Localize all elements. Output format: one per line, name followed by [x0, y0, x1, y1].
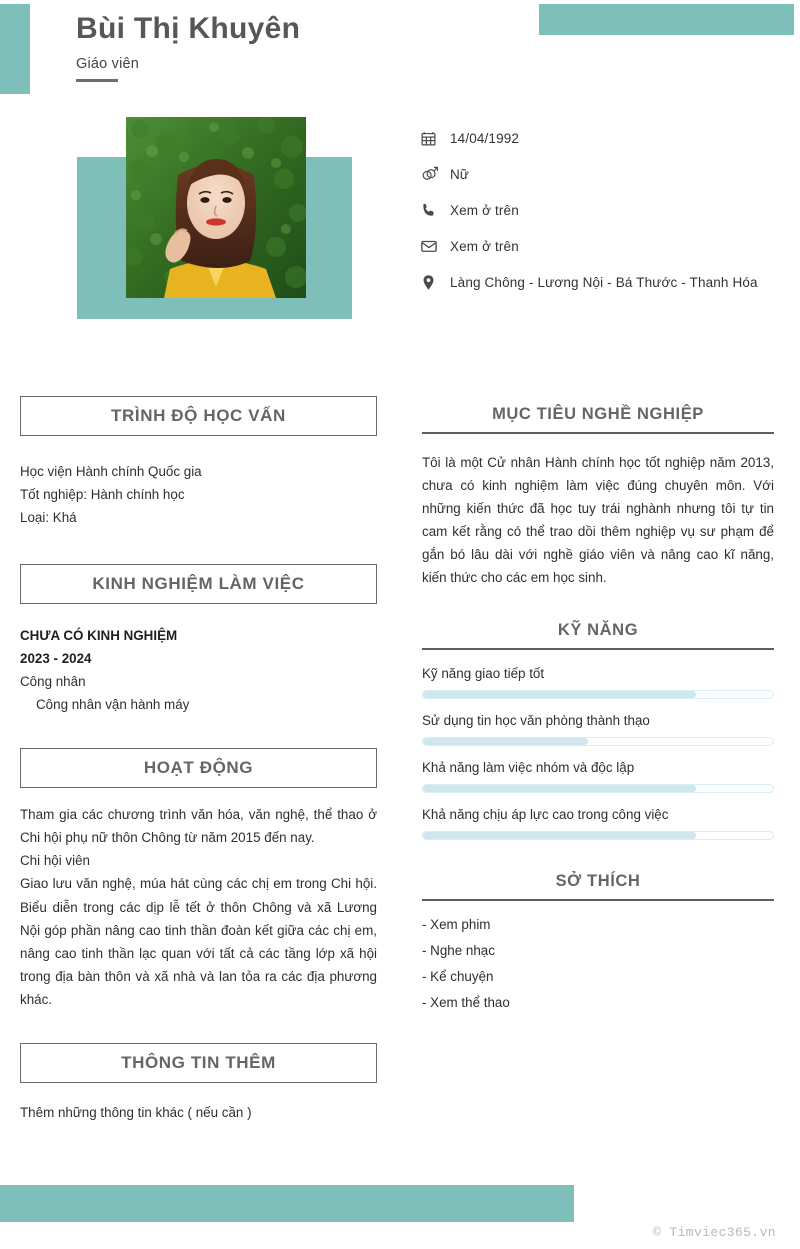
activities-role: Chi hội viên — [20, 853, 90, 869]
gender-value: Nữ — [450, 166, 470, 182]
skill-label: Sử dụng tin học văn phòng thành thạo — [422, 713, 650, 729]
skill-label: Khả năng làm việc nhóm và độc lập — [422, 760, 635, 776]
skill-list — [422, 666, 774, 840]
section-heading-experience: KINH NGHIỆM LÀM VIỆC — [20, 564, 377, 604]
email-value: Xem ở trên — [450, 238, 519, 254]
avatar-image — [126, 117, 306, 298]
skill-item — [422, 807, 774, 840]
skill-progress-fill — [423, 738, 588, 745]
contact-row-gender — [420, 162, 795, 186]
skill-progress-fill — [423, 691, 696, 698]
contact-info-list — [420, 126, 795, 306]
job-title-underline — [76, 79, 118, 82]
extra-info-text: Thêm những thông tin khác ( nếu cần ) — [20, 1104, 252, 1120]
section-heading-skills: KỸ NĂNG — [422, 621, 774, 650]
section-heading-activities: HOẠT ĐỘNG — [20, 748, 377, 788]
experience-body — [20, 624, 377, 716]
skill-progress-bar — [422, 831, 774, 840]
phone-icon — [420, 202, 450, 219]
hobby-item: - Kể chuyện — [422, 969, 494, 985]
contact-row-birthdate — [420, 126, 795, 150]
job-title: Giáo viên — [76, 55, 140, 72]
experience-position: Công nhân — [20, 674, 86, 690]
contact-row-address — [420, 270, 795, 294]
section-activities — [20, 748, 377, 1010]
location-icon — [420, 274, 450, 291]
activities-paragraph-1: Tham gia các chương trình văn hóa, văn nghệ, thể thao ở Chi hội phụ nữ thôn Chông từ năm 2015 đến nay. — [20, 807, 377, 846]
objective-text: Tôi là một Cử nhân Hành chính học tốt nghiệp năm 2013, chưa có kinh nghiệm làm việc đúng chuyên môn. Với những kiến thức đã học tuy trái nghành nhưng tôi tự tin cam kết rằng có thể trao dồi thêm nghiệp vụ sư phạm để gắn bó lâu dài với nghề giáo viên và nâng cao kĩ năng, kiến thức cho các em học sinh. — [422, 455, 774, 586]
section-heading-objective: MỤC TIÊU NGHỀ NGHIỆP — [422, 405, 774, 434]
left-column — [20, 396, 377, 1124]
section-experience — [20, 564, 377, 716]
section-objective — [422, 405, 774, 589]
skill-label: Kỹ năng giao tiếp tốt — [422, 666, 545, 682]
cv-header — [76, 10, 506, 82]
phone-value: Xem ở trên — [450, 202, 519, 218]
experience-period: 2023 - 2024 — [20, 651, 92, 667]
section-extra-info — [20, 1043, 377, 1124]
email-icon — [420, 237, 450, 255]
experience-detail: Công nhân vận hành máy — [36, 697, 190, 713]
decor-teal-top-right-bar — [539, 4, 794, 35]
section-heading-hobbies: SỞ THÍCH — [422, 872, 774, 901]
page-title: Bùi Thị Khuyên — [76, 12, 301, 45]
gender-icon — [420, 165, 450, 184]
decor-teal-left-bar — [0, 4, 30, 94]
footer-watermark: © Timviec365.vn — [652, 1225, 776, 1240]
section-skills — [422, 621, 774, 840]
section-heading-extra-info: THÔNG TIN THÊM — [20, 1043, 377, 1083]
hobby-list — [422, 917, 774, 1010]
education-line: Loại: Khá — [20, 510, 77, 526]
hobby-item: - Nghe nhạc — [422, 943, 495, 959]
skill-progress-fill — [423, 832, 696, 839]
experience-company: CHƯA CÓ KINH NGHIỆM — [20, 628, 178, 644]
section-heading-education: TRÌNH ĐỘ HỌC VẤN — [20, 396, 377, 436]
calendar-icon — [420, 130, 450, 147]
birthdate-value: 14/04/1992 — [450, 130, 520, 146]
section-hobbies — [422, 872, 774, 1010]
skill-progress-bar — [422, 784, 774, 793]
address-value: Làng Chông - Lương Nội - Bá Thước - Thanh Hóa — [450, 274, 758, 290]
contact-row-phone — [420, 198, 795, 222]
skill-progress-bar — [422, 737, 774, 746]
activities-paragraph-2: Giao lưu văn nghệ, múa hát cùng các chị em trong Chi hội. Biểu diễn trong các dịp lễ tết ở thôn Chông và xã Lương Nội góp phần nâng cao tinh thần đoàn kết giữa các chị em, nâng cao tinh thần lạc quan với tất cả các tầng lớp xã hội trong địa bàn thôn và xã nhà và lan tỏa ra các địa phương khác. — [20, 876, 377, 1007]
skill-item — [422, 666, 774, 699]
section-education — [20, 396, 377, 529]
skill-label: Khả năng chịu áp lực cao trong công việc — [422, 807, 669, 823]
education-body — [20, 460, 377, 529]
contact-row-email — [420, 234, 795, 258]
skill-item — [422, 713, 774, 746]
skill-progress-bar — [422, 690, 774, 699]
hobby-item: - Xem phim — [422, 917, 491, 933]
right-column — [422, 405, 774, 1021]
avatar — [126, 117, 306, 298]
decor-teal-footer-bar — [0, 1185, 574, 1222]
hobby-item: - Xem thể thao — [422, 995, 510, 1011]
activities-body — [20, 803, 377, 1010]
education-line: Tốt nghiệp: Hành chính học — [20, 487, 185, 503]
skill-progress-fill — [423, 785, 696, 792]
education-line: Học viện Hành chính Quốc gia — [20, 464, 202, 479]
skill-item — [422, 760, 774, 793]
